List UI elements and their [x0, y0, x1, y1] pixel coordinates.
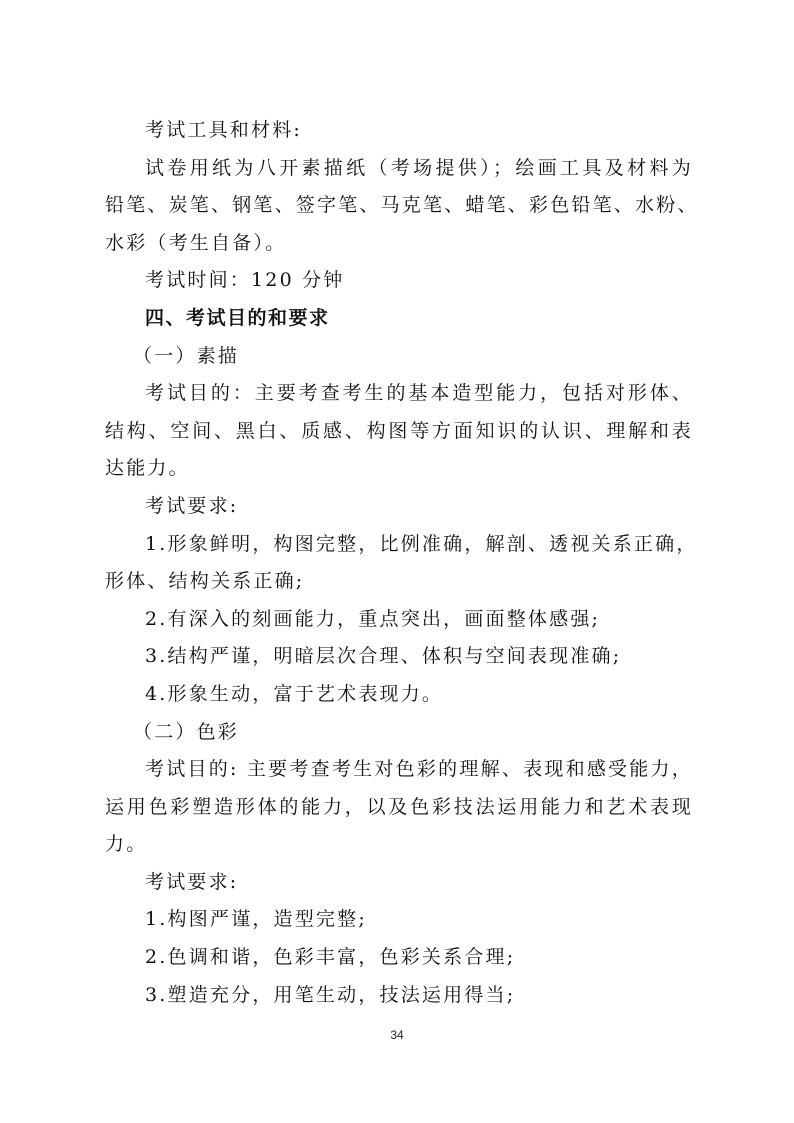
exam-time: 考试时间：120 分钟 [145, 269, 345, 292]
sketch-heading: （一）素描 [133, 344, 240, 367]
color-requirements-heading: 考试要求: [145, 870, 239, 893]
sketch-purpose-line-2: 结构、空间、黑白、质感、构图等方面知识的认识、理解和表 [105, 419, 693, 442]
tools-paragraph-line-3: 水彩（考生自备）。 [105, 231, 287, 254]
sketch-requirement-4: 4.形象生动，富于艺术表现力。 [145, 682, 444, 705]
color-purpose-line-3: 力。 [105, 833, 148, 856]
tools-heading: 考试工具和材料: [145, 119, 303, 141]
page-number: 34 [390, 1028, 404, 1042]
sketch-purpose-line-1: 考试目的：主要考查考生的基本造型能力，包括对形体、 [145, 382, 693, 405]
sketch-requirement-3: 3.结构严谨，明暗层次合理、体积与空间表现准确; [145, 645, 622, 668]
color-purpose-line-2: 运用色彩塑造形体的能力，以及色彩技法运用能力和艺术表现 [105, 795, 693, 818]
color-requirement-1: 1.构图严谨，造型完整; [145, 908, 367, 931]
color-heading: （二）色彩 [133, 720, 240, 743]
tools-paragraph-line-1: 试卷用纸为八开素描纸（考场提供）；绘画工具及材料为 [145, 156, 693, 179]
color-purpose-line-1: 考试目的: 主要考查考生对色彩的理解、表现和感受能力， [145, 758, 693, 781]
sketch-requirement-2: 2.有深入的刻画能力，重点突出，画面整体感强; [145, 607, 601, 630]
page-content [105, 112, 699, 1014]
sketch-requirement-1-line-1: 1.形象鲜明，构图完整，比例准确，解剖、透视关系正确， [145, 532, 698, 555]
tools-paragraph-line-2: 铅笔、炭笔、钢笔、签字笔、马克笔、蜡笔、彩色铅笔、水粉、 [105, 194, 699, 217]
sketch-requirements-heading: 考试要求: [145, 494, 239, 517]
color-requirement-3: 3.塑造充分，用笔生动，技法运用得当; [145, 983, 516, 1006]
color-requirement-2: 2.色调和谐，色彩丰富，色彩关系合理; [145, 946, 516, 969]
sketch-requirement-1-line-2: 形体、结构关系正确; [105, 570, 305, 593]
section-four-heading: 四、考试目的和要求 [145, 306, 330, 329]
sketch-purpose-line-3: 达能力。 [105, 457, 190, 480]
